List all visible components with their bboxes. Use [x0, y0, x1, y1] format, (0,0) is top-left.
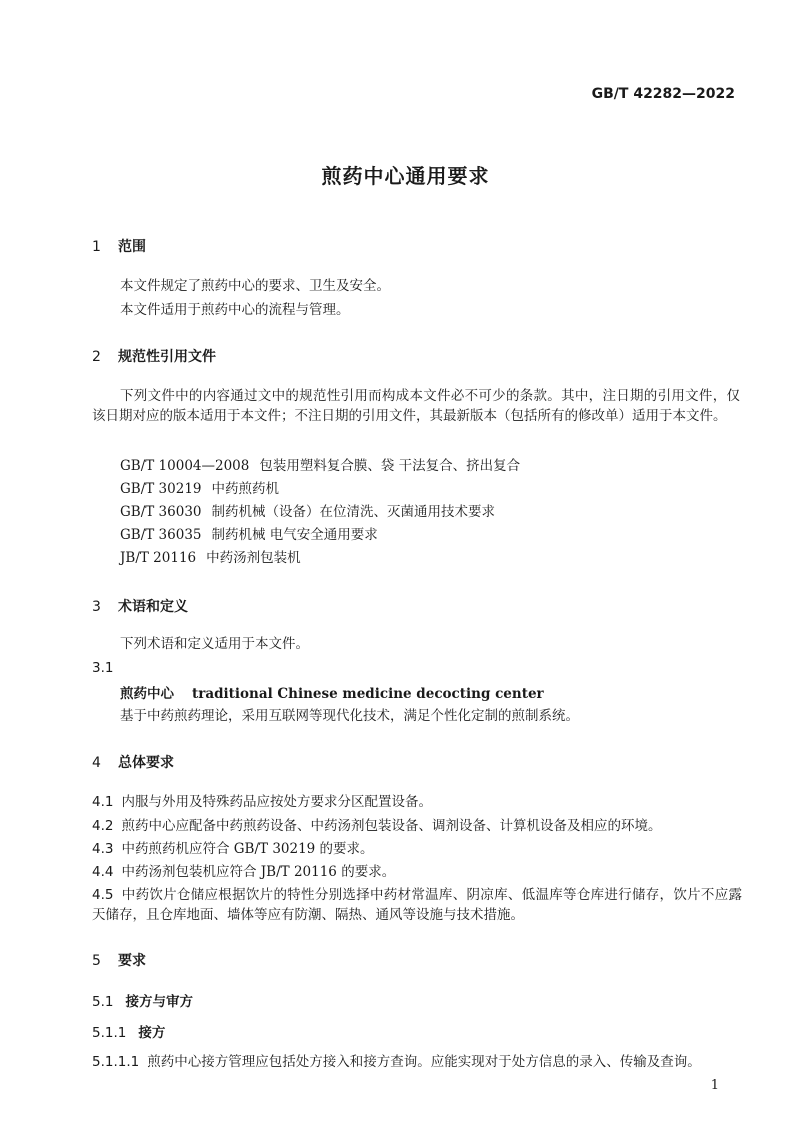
- paragraph: 本文件规定了煎药中心的要求、卫生及安全。: [120, 278, 390, 294]
- term-english: traditional Chinese medicine decocting center: [192, 686, 544, 702]
- section-title: 规范性引用文件: [118, 349, 216, 365]
- reference-title: 包装用塑料复合膜、袋 干法复合、挤出复合: [259, 458, 521, 474]
- section-2-heading: [92, 346, 216, 366]
- clause-item: [92, 885, 742, 925]
- clause-number: 5.1.1.1: [92, 1054, 140, 1070]
- section-number: 2: [92, 349, 101, 365]
- subsection-5-1-1-heading: [92, 1021, 165, 1041]
- reference-code: GB/T 10004—2008: [120, 458, 250, 474]
- section-title: 范围: [118, 239, 146, 255]
- section-5-heading: [92, 950, 146, 970]
- reference-title: 中药汤剂包装机: [206, 550, 301, 566]
- subsection-title: 接方与审方: [125, 994, 193, 1010]
- subsection-title: 接方: [138, 1025, 166, 1041]
- reference-code: GB/T 36035: [120, 527, 202, 543]
- section-title: 术语和定义: [118, 599, 188, 615]
- clause-item: [92, 839, 742, 859]
- standard-code: GB/T 42282—2022: [591, 86, 735, 102]
- reference-code: GB/T 36030: [120, 504, 202, 520]
- clause-text: 煎药中心应配备中药煎药设备、中药汤剂包装设备、调剂设备、计算机设备及相应的环境。: [121, 818, 662, 834]
- reference-item: [120, 525, 378, 545]
- clause-text: 内服与外用及特殊药品应按处方要求分区配置设备。: [121, 794, 432, 810]
- clause-number: 4.1: [92, 794, 114, 810]
- reference-title: 制药机械（设备）在位清洗、灭菌通用技术要求: [211, 504, 495, 520]
- reference-title: 中药煎药机: [211, 481, 279, 497]
- section-title: 总体要求: [118, 755, 174, 771]
- reference-code: JB/T 20116: [120, 550, 197, 566]
- reference-code: GB/T 30219: [120, 481, 202, 497]
- clause-item: [92, 1052, 752, 1072]
- section-title: 要求: [118, 953, 146, 969]
- term-definition: 基于中药煎药理论，采用互联网等现代化技术，满足个性化定制的煎制系统。: [120, 708, 579, 724]
- section-number: 1: [92, 239, 101, 255]
- document-title: 煎药中心通用要求: [321, 164, 490, 188]
- clause-item: [92, 862, 742, 882]
- clause-text: 煎药中心接方管理应包括处方接入和接方查询。应能实现对于处方信息的录入、传输及查询。: [147, 1054, 701, 1070]
- term-chinese: 煎药中心: [120, 686, 174, 702]
- subsection-number: 5.1.1: [92, 1025, 127, 1041]
- term-number: 3.1: [92, 660, 114, 676]
- paragraph: 本文件适用于煎药中心的流程与管理。: [120, 302, 350, 318]
- reference-item: [120, 479, 279, 499]
- clause-number: 4.5: [92, 887, 114, 903]
- subsection-5-1-heading: [92, 990, 193, 1010]
- clause-text: 中药煎药机应符合 GB/T 30219 的要求。: [121, 841, 374, 857]
- section-number: 4: [92, 755, 101, 771]
- reference-item: [120, 502, 495, 522]
- paragraph: 下列文件中的内容通过文中的规范性引用而构成本文件必不可少的条款。其中，注日期的引用文件，仅该日期对应的版本适用于本文件；不注日期的引用文件，其最新版本（包括所有的修改单）适用于本文件。: [92, 388, 740, 424]
- subsection-number: 5.1: [92, 994, 114, 1010]
- clause-text: 中药饮片仓储应根据饮片的特性分别选择中药材常温库、阴凉库、低温库等仓库进行储存，饮片不应露天储存，且仓库地面、墙体等应有防潮、隔热、通风等设施与技术措施。: [92, 887, 742, 923]
- term-entry: [120, 682, 544, 702]
- section-1-heading: [92, 236, 146, 256]
- section-3-heading: [92, 596, 188, 616]
- clause-item: [92, 816, 742, 836]
- clause-number: 4.2: [92, 818, 114, 834]
- reference-title: 制药机械 电气安全通用要求: [211, 527, 378, 543]
- clause-number: 4.3: [92, 841, 114, 857]
- clause-item: [92, 792, 742, 812]
- reference-item: [120, 548, 301, 568]
- section-4-heading: [92, 752, 174, 772]
- paragraph: 下列术语和定义适用于本文件。: [120, 636, 309, 652]
- clause-number: 4.4: [92, 864, 114, 880]
- section-number: 5: [92, 953, 101, 969]
- page-number: 1: [710, 1078, 719, 1093]
- section-number: 3: [92, 599, 101, 615]
- reference-item: [120, 456, 520, 476]
- clause-text: 中药汤剂包装机应符合 JB/T 20116 的要求。: [121, 864, 396, 880]
